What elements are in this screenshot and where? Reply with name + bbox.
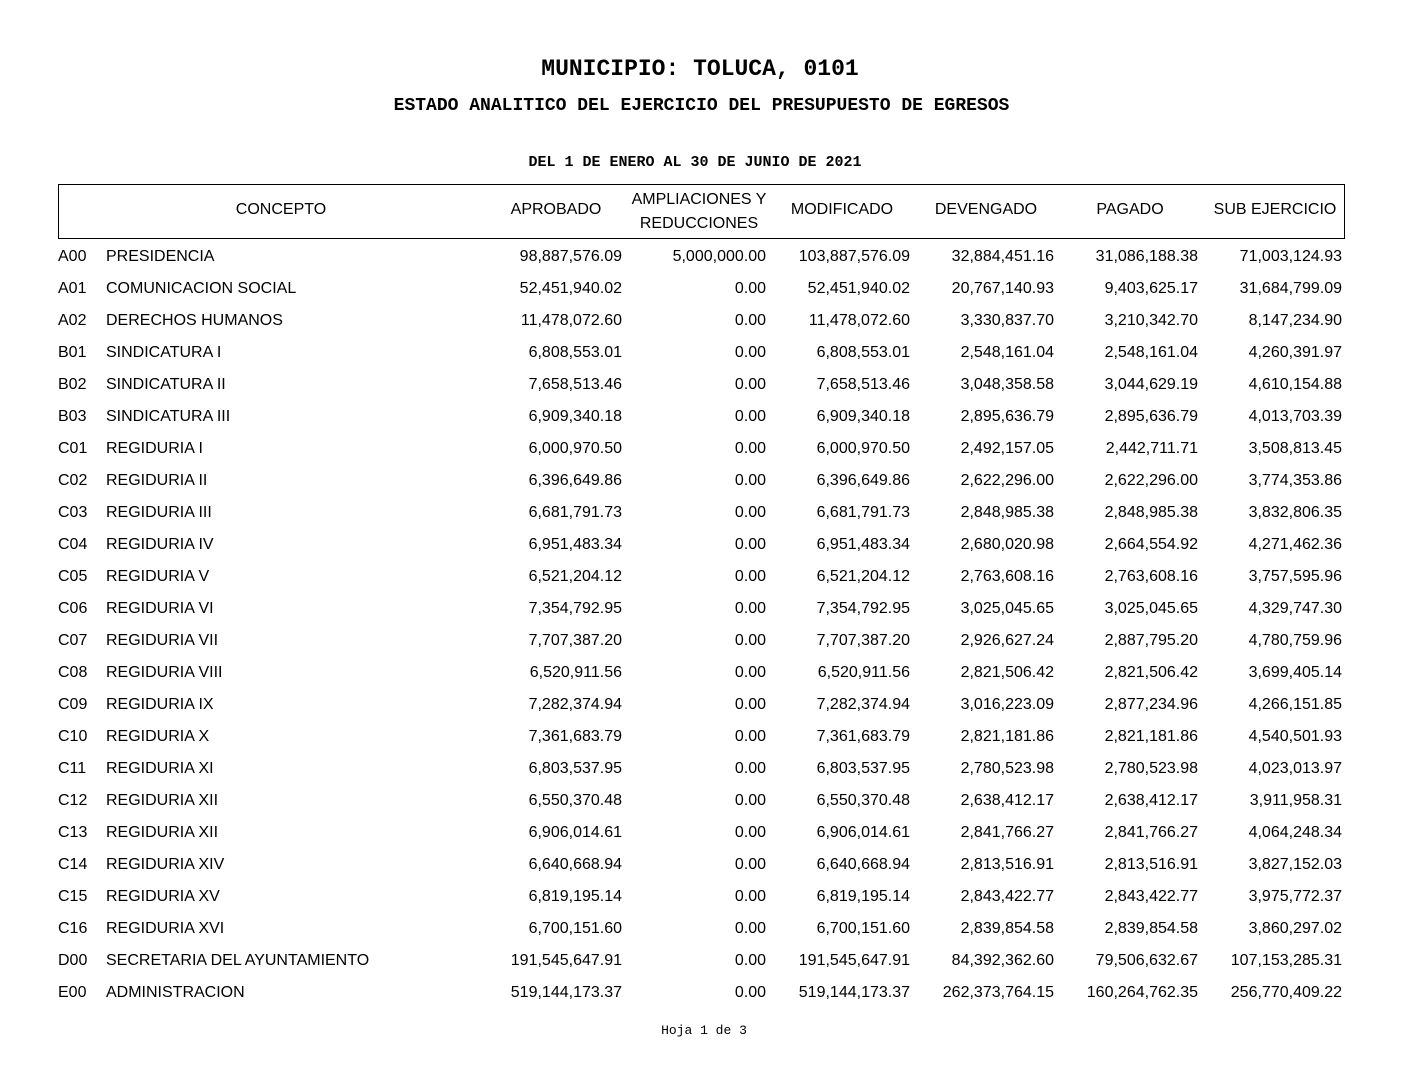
row-devengado: 84,392,362.60: [951, 952, 1054, 969]
row-pagado: 3,044,629.19: [1104, 376, 1198, 393]
table-row: [0, 272, 1408, 304]
row-devengado: 2,638,412.17: [960, 792, 1054, 809]
row-code: C01: [58, 440, 88, 457]
row-aprobado: 11,478,072.60: [520, 312, 622, 329]
row-aprobado: 6,000,970.50: [528, 440, 622, 457]
row-code: A00: [58, 248, 87, 265]
row-modificado: 6,951,483.34: [816, 536, 910, 553]
row-devengado: 3,016,223.09: [960, 696, 1054, 713]
row-concept: ADMINISTRACION: [106, 984, 245, 1001]
row-subejercicio: 3,827,152.03: [1248, 856, 1342, 873]
row-ampliaciones: 0.00: [734, 472, 766, 489]
table-row: [0, 688, 1408, 720]
row-concept: REGIDURIA IV: [106, 536, 214, 553]
row-subejercicio: 3,975,772.37: [1248, 888, 1342, 905]
row-ampliaciones: 0.00: [734, 504, 766, 521]
row-modificado: 6,521,204.12: [816, 568, 910, 585]
row-modificado: 6,700,151.60: [816, 920, 910, 937]
row-devengado: 32,884,451.16: [951, 248, 1054, 265]
row-aprobado: 6,550,370.48: [528, 792, 622, 809]
row-devengado: 2,843,422.77: [960, 888, 1054, 905]
row-code: C08: [58, 664, 88, 681]
row-subejercicio: 4,013,703.39: [1248, 408, 1342, 425]
row-aprobado: 52,451,940.02: [519, 280, 622, 297]
row-aprobado: 6,700,151.60: [528, 920, 622, 937]
row-ampliaciones: 0.00: [734, 600, 766, 617]
row-ampliaciones: 0.00: [734, 344, 766, 361]
table-row: [0, 624, 1408, 656]
row-concept: REGIDURIA XVI: [106, 920, 225, 937]
row-modificado: 6,906,014.61: [816, 824, 910, 841]
row-subejercicio: 4,260,391.97: [1248, 344, 1342, 361]
row-aprobado: 6,909,340.18: [528, 408, 622, 425]
row-modificado: 7,282,374.94: [816, 696, 910, 713]
table-row: [0, 848, 1408, 880]
row-ampliaciones: 0.00: [734, 664, 766, 681]
report-period: DEL 1 DE ENERO AL 30 DE JUNIO DE 2021: [528, 154, 862, 171]
header-modificado: MODIFICADO: [790, 201, 894, 218]
row-modificado: 7,658,513.46: [816, 376, 910, 393]
row-aprobado: 6,396,649.86: [528, 472, 622, 489]
row-aprobado: 6,521,204.12: [528, 568, 622, 585]
row-pagado: 2,821,181.86: [1104, 728, 1198, 745]
header-aprobado: APROBADO: [510, 201, 602, 218]
row-pagado: 2,887,795.20: [1104, 632, 1198, 649]
row-ampliaciones: 0.00: [734, 440, 766, 457]
header-devengado: DEVENGADO: [934, 201, 1038, 218]
row-aprobado: 6,808,553.01: [528, 344, 622, 361]
row-devengado: 2,841,766.27: [960, 824, 1054, 841]
row-modificado: 6,000,970.50: [816, 440, 910, 457]
row-devengado: 2,680,020.98: [960, 536, 1054, 553]
row-pagado: 2,622,296.00: [1104, 472, 1198, 489]
row-code: C14: [58, 856, 88, 873]
row-aprobado: 191,545,647.91: [510, 952, 622, 969]
row-modificado: 6,640,668.94: [816, 856, 910, 873]
row-devengado: 2,895,636.79: [960, 408, 1054, 425]
row-pagado: 2,877,234.96: [1104, 696, 1198, 713]
table-row: [0, 336, 1408, 368]
row-code: E00: [58, 984, 87, 1001]
row-modificado: 6,681,791.73: [816, 504, 910, 521]
row-concept: REGIDURIA X: [106, 728, 210, 745]
row-subejercicio: 8,147,234.90: [1248, 312, 1342, 329]
row-devengado: 3,330,837.70: [960, 312, 1054, 329]
row-aprobado: 7,282,374.94: [528, 696, 622, 713]
row-devengado: 3,025,045.65: [960, 600, 1054, 617]
row-modificado: 191,545,647.91: [798, 952, 910, 969]
row-concept: PRESIDENCIA: [106, 248, 215, 265]
row-code: D00: [58, 952, 88, 969]
row-modificado: 6,803,537.95: [816, 760, 910, 777]
row-modificado: 7,361,683.79: [816, 728, 910, 745]
row-aprobado: 6,681,791.73: [528, 504, 622, 521]
row-pagado: 3,025,045.65: [1104, 600, 1198, 617]
row-subejercicio: 3,757,595.96: [1248, 568, 1342, 585]
row-modificado: 6,550,370.48: [816, 792, 910, 809]
table-row: [0, 752, 1408, 784]
row-aprobado: 6,803,537.95: [528, 760, 622, 777]
document-title: MUNICIPIO: TOLUCA, 0101: [541, 56, 859, 82]
row-ampliaciones: 0.00: [734, 952, 766, 969]
row-modificado: 6,396,649.86: [816, 472, 910, 489]
row-pagado: 2,813,516.91: [1104, 856, 1198, 873]
row-concept: REGIDURIA XIV: [106, 856, 225, 873]
row-subejercicio: 31,684,799.09: [1239, 280, 1342, 297]
row-ampliaciones: 0.00: [734, 984, 766, 1001]
header-ampliaciones-line2: REDUCCIONES: [639, 215, 759, 232]
row-subejercicio: 71,003,124.93: [1239, 248, 1342, 265]
row-concept: REGIDURIA V: [106, 568, 210, 585]
row-aprobado: 6,640,668.94: [528, 856, 622, 873]
row-subejercicio: 4,271,462.36: [1248, 536, 1342, 553]
row-devengado: 2,780,523.98: [960, 760, 1054, 777]
table-body: [0, 240, 1408, 1008]
row-code: C02: [58, 472, 88, 489]
row-subejercicio: 3,508,813.45: [1248, 440, 1342, 457]
row-modificado: 6,819,195.14: [816, 888, 910, 905]
row-code: A01: [58, 280, 87, 297]
row-modificado: 7,707,387.20: [816, 632, 910, 649]
row-devengado: 2,926,627.24: [960, 632, 1054, 649]
row-pagado: 2,442,711.71: [1105, 440, 1198, 457]
table-row: [0, 464, 1408, 496]
row-ampliaciones: 0.00: [734, 408, 766, 425]
row-devengado: 2,821,506.42: [960, 664, 1054, 681]
row-pagado: 2,839,854.58: [1104, 920, 1198, 937]
row-pagado: 160,264,762.35: [1086, 984, 1198, 1001]
row-concept: COMUNICACION SOCIAL: [106, 280, 297, 297]
row-concept: DERECHOS HUMANOS: [106, 312, 283, 329]
row-pagado: 2,548,161.04: [1104, 344, 1198, 361]
row-devengado: 2,492,157.05: [960, 440, 1054, 457]
row-code: B03: [58, 408, 87, 425]
table-row: [0, 592, 1408, 624]
row-ampliaciones: 0.00: [734, 792, 766, 809]
row-code: C10: [58, 728, 88, 745]
row-modificado: 519,144,173.37: [798, 984, 910, 1001]
table-row: [0, 976, 1408, 1008]
row-aprobado: 98,887,576.09: [519, 248, 622, 265]
row-modificado: 52,451,940.02: [807, 280, 910, 297]
row-code: C03: [58, 504, 88, 521]
row-concept: REGIDURIA VII: [106, 632, 219, 649]
row-aprobado: 7,707,387.20: [528, 632, 622, 649]
header-ampliaciones: [619, 188, 779, 236]
page-number: Hoja 1 de 3: [661, 1023, 747, 1038]
row-ampliaciones: 0.00: [734, 760, 766, 777]
row-subejercicio: 4,540,501.93: [1248, 728, 1342, 745]
row-subejercicio: 256,770,409.22: [1230, 984, 1342, 1001]
table-row: [0, 880, 1408, 912]
row-subejercicio: 107,153,285.31: [1230, 952, 1342, 969]
header-ampliaciones-line1: AMPLIACIONES Y: [631, 191, 767, 208]
row-concept: SINDICATURA I: [106, 344, 222, 361]
row-subejercicio: 3,774,353.86: [1248, 472, 1342, 489]
row-subejercicio: 4,023,013.97: [1248, 760, 1342, 777]
row-ampliaciones: 0.00: [734, 856, 766, 873]
row-devengado: 262,373,764.15: [942, 984, 1054, 1001]
row-subejercicio: 3,911,958.31: [1249, 792, 1342, 809]
row-pagado: 79,506,632.67: [1095, 952, 1198, 969]
row-aprobado: 7,354,792.95: [528, 600, 622, 617]
row-aprobado: 6,951,483.34: [528, 536, 622, 553]
row-concept: REGIDURIA I: [106, 440, 203, 457]
row-devengado: 2,622,296.00: [960, 472, 1054, 489]
row-subejercicio: 3,699,405.14: [1248, 664, 1342, 681]
row-pagado: 2,763,608.16: [1104, 568, 1198, 585]
row-devengado: 2,763,608.16: [960, 568, 1054, 585]
table-row: [0, 528, 1408, 560]
table-row: [0, 816, 1408, 848]
table-row: [0, 368, 1408, 400]
row-code: C16: [58, 920, 88, 937]
table-row: [0, 240, 1408, 272]
row-subejercicio: 4,266,151.85: [1248, 696, 1342, 713]
row-modificado: 7,354,792.95: [816, 600, 910, 617]
row-subejercicio: 4,329,747.30: [1248, 600, 1342, 617]
row-concept: SINDICATURA II: [106, 376, 226, 393]
row-ampliaciones: 0.00: [734, 376, 766, 393]
row-modificado: 11,478,072.60: [808, 312, 910, 329]
table-row: [0, 496, 1408, 528]
document-subtitle: ESTADO ANALITICO DEL EJERCICIO DEL PRESUPUESTO DE EGRESOS: [393, 96, 1010, 116]
row-code: C05: [58, 568, 88, 585]
row-concept: REGIDURIA XI: [106, 760, 214, 777]
row-concept: REGIDURIA II: [106, 472, 208, 489]
row-concept: REGIDURIA XV: [106, 888, 220, 905]
row-modificado: 103,887,576.09: [798, 248, 910, 265]
row-devengado: 3,048,358.58: [960, 376, 1054, 393]
header-subejercicio: SUB EJERCICIO: [1213, 201, 1337, 218]
row-subejercicio: 4,064,248.34: [1248, 824, 1342, 841]
row-code: C15: [58, 888, 88, 905]
table-header: [58, 184, 1345, 239]
row-code: C09: [58, 696, 88, 713]
table-row: [0, 944, 1408, 976]
row-ampliaciones: 5,000,000.00: [672, 248, 766, 265]
row-code: C04: [58, 536, 88, 553]
row-code: C12: [58, 792, 88, 809]
row-ampliaciones: 0.00: [734, 824, 766, 841]
row-pagado: 2,848,985.38: [1104, 504, 1198, 521]
row-code: B01: [58, 344, 87, 361]
row-pagado: 2,895,636.79: [1104, 408, 1198, 425]
table-row: [0, 784, 1408, 816]
row-devengado: 20,767,140.93: [951, 280, 1054, 297]
row-devengado: 2,813,516.91: [960, 856, 1054, 873]
row-pagado: 9,403,625.17: [1104, 280, 1198, 297]
row-concept: REGIDURIA VIII: [106, 664, 223, 681]
row-ampliaciones: 0.00: [734, 280, 766, 297]
row-modificado: 6,808,553.01: [816, 344, 910, 361]
row-concept: SINDICATURA III: [106, 408, 231, 425]
row-devengado: 2,821,181.86: [960, 728, 1054, 745]
header-concepto: CONCEPTO: [235, 201, 327, 218]
row-code: B02: [58, 376, 87, 393]
row-aprobado: 519,144,173.37: [510, 984, 622, 1001]
row-modificado: 6,909,340.18: [816, 408, 910, 425]
row-code: C07: [58, 632, 88, 649]
row-ampliaciones: 0.00: [734, 728, 766, 745]
row-pagado: 2,821,506.42: [1104, 664, 1198, 681]
row-devengado: 2,548,161.04: [960, 344, 1054, 361]
row-concept: REGIDURIA XII: [106, 824, 219, 841]
row-subejercicio: 3,860,297.02: [1248, 920, 1342, 937]
row-code: A02: [58, 312, 87, 329]
row-ampliaciones: 0.00: [734, 920, 766, 937]
row-devengado: 2,839,854.58: [960, 920, 1054, 937]
row-concept: REGIDURIA IX: [106, 696, 214, 713]
row-concept: REGIDURIA III: [106, 504, 212, 521]
row-pagado: 31,086,188.38: [1095, 248, 1198, 265]
table-row: [0, 400, 1408, 432]
row-pagado: 2,780,523.98: [1104, 760, 1198, 777]
row-ampliaciones: 0.00: [734, 568, 766, 585]
table-row: [0, 304, 1408, 336]
row-ampliaciones: 0.00: [734, 696, 766, 713]
row-pagado: 2,638,412.17: [1104, 792, 1198, 809]
row-ampliaciones: 0.00: [734, 312, 766, 329]
row-code: C11: [58, 760, 87, 777]
row-aprobado: 6,906,014.61: [528, 824, 622, 841]
row-pagado: 3,210,342.70: [1104, 312, 1198, 329]
row-pagado: 2,843,422.77: [1104, 888, 1198, 905]
row-ampliaciones: 0.00: [734, 888, 766, 905]
row-aprobado: 7,361,683.79: [528, 728, 622, 745]
row-ampliaciones: 0.00: [734, 536, 766, 553]
row-pagado: 2,664,554.92: [1104, 536, 1198, 553]
row-subejercicio: 3,832,806.35: [1248, 504, 1342, 521]
row-aprobado: 7,658,513.46: [528, 376, 622, 393]
table-row: [0, 720, 1408, 752]
row-aprobado: 6,819,195.14: [528, 888, 622, 905]
row-subejercicio: 4,610,154.88: [1248, 376, 1342, 393]
row-concept: REGIDURIA XII: [106, 792, 219, 809]
table-row: [0, 432, 1408, 464]
row-concept: REGIDURIA VI: [106, 600, 214, 617]
row-pagado: 2,841,766.27: [1104, 824, 1198, 841]
row-code: C13: [58, 824, 88, 841]
header-pagado: PAGADO: [1096, 201, 1164, 218]
row-ampliaciones: 0.00: [734, 632, 766, 649]
row-subejercicio: 4,780,759.96: [1248, 632, 1342, 649]
row-modificado: 6,520,911.56: [817, 664, 910, 681]
table-row: [0, 656, 1408, 688]
row-devengado: 2,848,985.38: [960, 504, 1054, 521]
row-concept: SECRETARIA DEL AYUNTAMIENTO: [106, 952, 370, 969]
row-code: C06: [58, 600, 88, 617]
table-row: [0, 560, 1408, 592]
table-row: [0, 912, 1408, 944]
row-aprobado: 6,520,911.56: [529, 664, 622, 681]
